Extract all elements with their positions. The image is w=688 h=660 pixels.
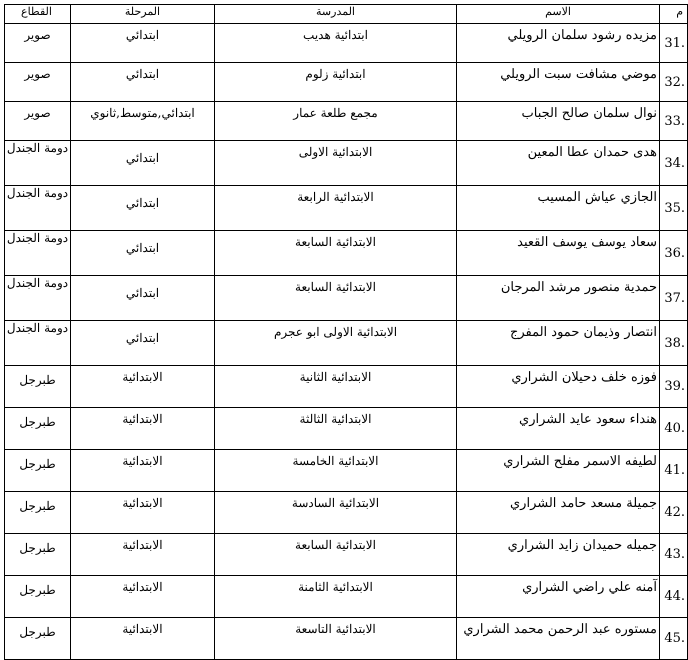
row-school: الابتدائية التاسعة	[215, 618, 457, 660]
row-stage: ابتدائي	[71, 276, 215, 321]
row-school: الابتدائية الخامسة	[215, 450, 457, 492]
row-name: نوال سلمان صالح الجباب	[457, 102, 660, 141]
header-name: الاسم	[457, 5, 660, 24]
table-row	[5, 450, 688, 492]
row-sector: صوير	[5, 24, 71, 63]
row-number: 37.	[660, 276, 688, 321]
row-name: انتصار وذيمان حمود المفرج	[457, 321, 660, 366]
table-row	[5, 321, 688, 366]
row-sector: صوير	[5, 102, 71, 141]
row-sector: طبرجل	[5, 576, 71, 618]
row-sector: دومة الجندل	[5, 321, 71, 366]
table-row	[5, 408, 688, 450]
row-name: آمنه علي راضي الشراري	[457, 576, 660, 618]
table-row	[5, 276, 688, 321]
table-row	[5, 366, 688, 408]
row-school: الابتدائية الثالثة	[215, 408, 457, 450]
row-stage: الابتدائية	[71, 408, 215, 450]
row-sector: دومة الجندل	[5, 141, 71, 186]
row-school: ابتدائية هديب	[215, 24, 457, 63]
row-sector: طبرجل	[5, 366, 71, 408]
table-row	[5, 102, 688, 141]
table-row	[5, 63, 688, 102]
row-school: ابتدائية زلوم	[215, 63, 457, 102]
table-row	[5, 618, 688, 660]
row-sector: دومة الجندل	[5, 231, 71, 276]
row-name: سعاد يوسف يوسف القعيد	[457, 231, 660, 276]
row-stage: ابتدائي	[71, 24, 215, 63]
row-stage: الابتدائية	[71, 366, 215, 408]
row-number: 42.	[660, 492, 688, 534]
row-number: 34.	[660, 141, 688, 186]
row-sector: دومة الجندل	[5, 186, 71, 231]
row-number: 41.	[660, 450, 688, 492]
row-stage: الابتدائية	[71, 618, 215, 660]
row-sector: طبرجل	[5, 492, 71, 534]
row-name: موضي مشافت سبت الرويلي	[457, 63, 660, 102]
header-stage: المرحلة	[71, 5, 215, 24]
row-school: الابتدائية الرابعة	[215, 186, 457, 231]
row-school: الابتدائية الثانية	[215, 366, 457, 408]
row-stage: ابتدائي,متوسط,ثانوي	[71, 102, 215, 141]
header-sector: القطاع	[5, 5, 71, 24]
row-number: 45.	[660, 618, 688, 660]
row-name: مستوره عبد الرحمن محمد الشراري	[457, 618, 660, 660]
staff-table	[4, 4, 688, 660]
row-school: الابتدائية الاولى	[215, 141, 457, 186]
row-name: جميلة مسعد حامد الشراري	[457, 492, 660, 534]
row-number: 38.	[660, 321, 688, 366]
row-stage: ابتدائي	[71, 231, 215, 276]
row-name: لطيفه الاسمر مفلح الشراري	[457, 450, 660, 492]
row-school: الابتدائية الثامنة	[215, 576, 457, 618]
row-number: 44.	[660, 576, 688, 618]
row-sector: صوير	[5, 63, 71, 102]
row-number: 35.	[660, 186, 688, 231]
row-number: 36.	[660, 231, 688, 276]
row-stage: الابتدائية	[71, 492, 215, 534]
row-number: 40.	[660, 408, 688, 450]
row-stage: الابتدائية	[71, 450, 215, 492]
row-name: حمدية منصور مرشد المرجان	[457, 276, 660, 321]
row-school: مجمع طلعة عمار	[215, 102, 457, 141]
table-row	[5, 141, 688, 186]
row-name: الجازي عياش المسيب	[457, 186, 660, 231]
row-stage: ابتدائي	[71, 186, 215, 231]
row-name: فوزه خلف دحيلان الشراري	[457, 366, 660, 408]
table-row	[5, 24, 688, 63]
table-row	[5, 534, 688, 576]
table-row	[5, 186, 688, 231]
row-name: هنداء سعود عايد الشراري	[457, 408, 660, 450]
row-school: الابتدائية الاولى ابو عجرم	[215, 321, 457, 366]
table-row	[5, 576, 688, 618]
table-row	[5, 231, 688, 276]
row-school: الابتدائية السابعة	[215, 534, 457, 576]
row-school: الابتدائية السابعة	[215, 231, 457, 276]
row-sector: طبرجل	[5, 618, 71, 660]
row-sector: دومة الجندل	[5, 276, 71, 321]
row-stage: ابتدائي	[71, 63, 215, 102]
row-number: 31.	[660, 24, 688, 63]
row-stage: الابتدائية	[71, 576, 215, 618]
row-stage: ابتدائي	[71, 321, 215, 366]
row-number: 39.	[660, 366, 688, 408]
header-row	[5, 5, 688, 24]
row-school: الابتدائية السادسة	[215, 492, 457, 534]
row-number: 43.	[660, 534, 688, 576]
header-school: المدرسة	[215, 5, 457, 24]
row-school: الابتدائية السابعة	[215, 276, 457, 321]
table-row	[5, 492, 688, 534]
row-stage: ابتدائي	[71, 141, 215, 186]
row-name: هدى حمدان عطا المعين	[457, 141, 660, 186]
row-stage: الابتدائية	[71, 534, 215, 576]
row-sector: طبرجل	[5, 534, 71, 576]
row-sector: طبرجل	[5, 408, 71, 450]
header-num: م	[660, 5, 688, 24]
row-sector: طبرجل	[5, 450, 71, 492]
row-number: 33.	[660, 102, 688, 141]
row-number: 32.	[660, 63, 688, 102]
row-name: مزيده رشود سلمان الرويلي	[457, 24, 660, 63]
row-name: جميله حميدان زايد الشراري	[457, 534, 660, 576]
